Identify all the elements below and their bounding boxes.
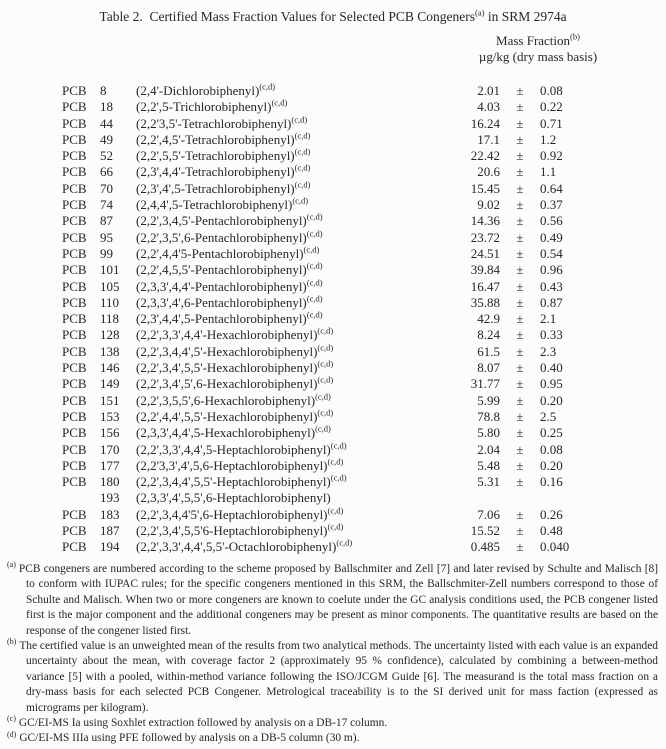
pcb-label: PCB — [62, 83, 87, 98]
uncertainty-value: 0.96 — [540, 262, 563, 278]
uncertainty-value: 0.40 — [540, 360, 563, 376]
congener-name — [136, 393, 432, 409]
uncertainty-value — [540, 490, 610, 506]
congener-number: 153 — [100, 408, 120, 424]
footnote-text: PCB congeners are numbered according to the scheme proposed by Ballschmiter and Zell [7] and later revised by Schulte and Malisch [8] to conform with IUPAC rules; for the specific congeners mentioned in this SRM, the Ballschmiter-Zell numbers correspond to those of Schulte and Malisch. When two or more congeners are known to coelute under the GC analysis conditions used, the PCB congener listed first is the major component and the additional congeners may be present as minor components. The quantitative results are based on the response of the congener listed first. — [18, 563, 658, 637]
congener-name — [136, 181, 432, 197]
congener-number: 66 — [100, 164, 113, 180]
footnote-marker: (d) — [7, 729, 17, 739]
uncertainty-value: 1.2 — [540, 131, 557, 147]
congener-number: 44 — [100, 115, 113, 131]
table-title-tail: in SRM 2974a — [484, 9, 567, 24]
congener-number: 52 — [100, 148, 113, 164]
congener-name — [136, 213, 432, 229]
congener-number: 95 — [100, 229, 113, 245]
congener-number: 101 — [100, 262, 120, 278]
uncertainty-value: 0.16 — [540, 474, 563, 490]
pcb-label: PCB — [62, 457, 87, 473]
congener-name — [136, 279, 432, 295]
table-row — [0, 230, 666, 246]
congener-name — [136, 148, 432, 164]
table-row — [0, 148, 666, 164]
pcb-label: PCB — [62, 539, 87, 555]
mass-fraction-value: 5.48 — [477, 457, 500, 473]
mass-fraction-value: 61.5 — [477, 343, 500, 359]
uncertainty-value: 0.08 — [540, 83, 563, 98]
table-row — [0, 311, 666, 327]
congener-name-text: (2,2',3,3',4,4',5-Heptachlorobiphenyl) — [136, 441, 331, 457]
plus-minus-sign: ± — [516, 441, 524, 457]
congener-number: 118 — [100, 311, 120, 327]
table-row — [0, 197, 666, 213]
table-row — [0, 425, 666, 441]
congener-footnote-marker: (c,d) — [306, 293, 323, 304]
table-row — [0, 181, 666, 197]
plus-minus-sign: ± — [516, 392, 524, 408]
footnote-text: The certified value is an unweighted mean of the results from two analytical methods. The uncertainty listed with each value is an expanded uncertainty about the mean, with coverage factor 2 (approximately 95 % confidence), calculated by combining a between-method variance [5] with a pooled, within-method variance following the ISO/JCGM Guide [6]. The measurand is the total mass fraction on a dry-mass basis for each selected PCB Congener. Metrological traceability is to the SI derived unit for mass faction (expressed as micrograms per kilogram). — [19, 640, 658, 714]
congener-number: 138 — [100, 343, 120, 359]
congener-name — [136, 295, 432, 311]
mass-fraction-header-units: µg/kg (dry mass basis) — [478, 48, 598, 64]
congener-footnote-marker: (c,d) — [317, 407, 334, 418]
congener-number: 170 — [100, 441, 120, 457]
uncertainty-value: 0.43 — [540, 278, 563, 294]
plus-minus-sign: ± — [516, 408, 524, 424]
congener-name-text: (2,3,3',4,4'-Pentachlorobiphenyl) — [136, 278, 307, 294]
pcb-label: PCB — [62, 164, 87, 180]
pcb-label: PCB — [62, 327, 87, 343]
mass-fraction-value: 14.36 — [470, 213, 500, 229]
pcb-label: PCB — [62, 245, 87, 261]
footnote-text: GC/EI-MS Ia using Soxhlet extraction followed by analysis on a DB-17 column. — [18, 717, 388, 730]
congener-name-text: (2,4,4',5-Tetrachlorobiphenyl) — [136, 197, 293, 213]
congener-name — [136, 442, 432, 458]
table-row — [0, 164, 666, 180]
congener-footnote-marker: (c,d) — [336, 537, 353, 548]
congener-number: 105 — [100, 278, 120, 294]
plus-minus-sign: ± — [516, 376, 524, 392]
congener-footnote-marker: (c,d) — [291, 114, 308, 125]
plus-minus-sign: ± — [516, 197, 524, 213]
pcb-label: PCB — [62, 523, 87, 539]
pcb-label: PCB — [62, 197, 87, 213]
congener-footnote-marker: (c,d) — [315, 423, 331, 434]
table-row — [0, 523, 666, 539]
plus-minus-sign: ± — [516, 457, 524, 473]
congener-name-text: (2,2',3,4,4',5,5'-Heptachlorobiphenyl) — [136, 474, 331, 490]
congener-name-text: (2,2',3,4',5,5'-Hexachlorobiphenyl) — [136, 360, 318, 376]
uncertainty-value: 0.87 — [540, 294, 563, 310]
congener-name — [136, 327, 432, 343]
congener-name-text: (2,2',4,5'-Tetrachlorobiphenyl) — [136, 131, 295, 147]
congener-name-text: (2,2',3,4,4'5',6-Heptachlorobiphenyl) — [136, 506, 328, 522]
table-title-footnote-marker: (a) — [475, 7, 485, 18]
table-row — [0, 507, 666, 523]
congener-number: 70 — [100, 180, 113, 196]
congener-name — [136, 197, 432, 213]
mass-fraction-value: 2.04 — [477, 441, 500, 457]
congener-name-text: (2,2',5-Trichlorobiphenyl) — [136, 99, 272, 115]
congener-number: 151 — [100, 392, 120, 408]
plus-minus-sign: ± — [516, 229, 524, 245]
congener-number: 74 — [100, 197, 113, 213]
plus-minus-sign: ± — [516, 164, 524, 180]
mass-fraction-value: 5.31 — [477, 474, 500, 490]
uncertainty-value: 0.95 — [540, 376, 563, 392]
congener-name-text: (2,3,3',4,4',5-Hexachlorobiphenyl) — [136, 425, 316, 441]
congener-name-text: (2,2',3,4,5'-Pentachlorobiphenyl) — [136, 213, 307, 229]
table-row — [0, 262, 666, 278]
congener-name-text: (2,2',3,4',5,5'6-Heptachlorobiphenyl) — [136, 523, 328, 539]
mass-fraction-value: 17.1 — [477, 131, 500, 147]
congener-number: 156 — [100, 425, 120, 441]
plus-minus-sign: ± — [516, 506, 524, 522]
congener-number: 149 — [100, 376, 120, 392]
congener-name — [136, 83, 432, 99]
pcb-label: PCB — [62, 376, 87, 392]
congener-name-text: (2,3,3',4',5,5',6-Heptachlorobiphenyl) — [136, 490, 331, 506]
pcb-label: PCB — [62, 180, 87, 196]
mass-fraction-value: 8.24 — [477, 327, 500, 343]
plus-minus-sign: ± — [516, 180, 524, 196]
table-row — [0, 490, 666, 506]
mass-fraction-value: 8.07 — [477, 360, 500, 376]
congener-footnote-marker: (c,d) — [306, 277, 323, 288]
congener-footnote-marker: (c,d) — [306, 260, 323, 271]
uncertainty-value: 0.22 — [540, 99, 563, 115]
plus-minus-sign: ± — [516, 474, 524, 490]
congener-footnote-marker: (c,d) — [330, 440, 347, 451]
mass-fraction-value: 16.47 — [470, 278, 500, 294]
uncertainty-value: 0.71 — [540, 115, 563, 131]
uncertainty-value: 0.54 — [540, 245, 563, 261]
congener-name-text: (2,2',5,5'-Tetrachlorobiphenyl) — [136, 148, 295, 164]
mass-fraction-value: 24.51 — [470, 245, 500, 261]
uncertainty-value: 2.3 — [540, 343, 557, 359]
congener-name — [136, 523, 432, 539]
mass-fraction-value: 22.42 — [470, 148, 500, 164]
uncertainty-value: 0.64 — [540, 180, 563, 196]
mass-fraction-value: 23.72 — [470, 229, 500, 245]
table-row — [0, 360, 666, 376]
table-row — [0, 213, 666, 229]
table-row — [0, 458, 666, 474]
pcb-label: PCB — [62, 311, 87, 327]
plus-minus-sign: ± — [516, 131, 524, 147]
table-row — [0, 116, 666, 132]
mass-fraction-value: 15.45 — [470, 180, 500, 196]
mass-fraction-value: 5.80 — [477, 425, 500, 441]
congener-footnote-marker: (c,d) — [317, 358, 334, 369]
table-row — [0, 393, 666, 409]
congener-name — [136, 458, 432, 474]
plus-minus-sign: ± — [516, 539, 524, 555]
pcb-label: PCB — [62, 474, 87, 490]
pcb-label: PCB — [62, 131, 87, 147]
congener-name — [136, 116, 432, 132]
mass-fraction-value: 16.24 — [470, 115, 500, 131]
uncertainty-value: 0.26 — [540, 506, 563, 522]
plus-minus-sign: ± — [516, 523, 524, 539]
congener-name-text: (2,2'3,5'-Tetrachlorobiphenyl) — [136, 115, 292, 131]
congener-name — [136, 262, 432, 278]
uncertainty-value: 0.92 — [540, 148, 563, 164]
congener-name — [136, 507, 432, 523]
mass-fraction-value: 39.84 — [470, 262, 500, 278]
congener-name-text: (2,4'-Dichlorobiphenyl) — [136, 83, 260, 98]
congener-name — [136, 164, 432, 180]
uncertainty-value: 0.25 — [540, 425, 563, 441]
congener-number: 194 — [100, 539, 120, 555]
pcb-label: PCB — [62, 408, 87, 424]
congener-name — [136, 311, 432, 327]
plus-minus-sign: ± — [516, 278, 524, 294]
mass-fraction-value: 2.01 — [477, 83, 500, 98]
congener-name-text: (2,2',4,5,5'-Pentachlorobiphenyl) — [136, 262, 307, 278]
congener-table — [0, 83, 666, 556]
congener-number: 49 — [100, 131, 113, 147]
mass-fraction-value: 4.03 — [477, 99, 500, 115]
congener-name — [136, 425, 432, 441]
uncertainty-value: 0.33 — [540, 327, 563, 343]
congener-footnote-marker: (c,d) — [259, 81, 276, 92]
uncertainty-value: 1.1 — [540, 164, 557, 180]
plus-minus-sign: ± — [516, 213, 524, 229]
congener-number: 8 — [100, 83, 107, 98]
congener-footnote-marker: (c,d) — [294, 163, 311, 174]
congener-name — [136, 376, 432, 392]
congener-name-text: (2,2',3,5',6-Pentachlorobiphenyl) — [136, 229, 307, 245]
mass-fraction-value: 0.485 — [470, 539, 500, 555]
uncertainty-value: 0.20 — [540, 457, 563, 473]
plus-minus-sign: ± — [516, 327, 524, 343]
table-row — [0, 279, 666, 295]
uncertainty-value: 0.08 — [540, 441, 563, 457]
table-row — [0, 327, 666, 343]
pcb-label: PCB — [62, 148, 87, 164]
plus-minus-sign: ± — [516, 83, 524, 98]
uncertainty-value: 0.56 — [540, 213, 563, 229]
congener-number: 180 — [100, 474, 120, 490]
congener-number: 99 — [100, 245, 113, 261]
congener-footnote-marker: (c,d) — [330, 472, 347, 483]
table-row — [0, 132, 666, 148]
mass-fraction-value: 7.06 — [477, 506, 500, 522]
congener-footnote-marker: (c,d) — [306, 309, 323, 320]
mass-fraction-value: 15.52 — [470, 523, 500, 539]
pcb-label: PCB — [62, 99, 87, 115]
congener-name-text: (2,3',4,4'-Tetrachlorobiphenyl) — [136, 164, 295, 180]
congener-name-text: (2,2',3,3',4,4',5,5'-Octachlorobiphenyl) — [136, 539, 337, 555]
pcb-label: PCB — [62, 392, 87, 408]
mass-fraction-value — [432, 490, 500, 506]
mass-fraction-value: 78.8 — [477, 408, 500, 424]
congener-number: 18 — [100, 99, 113, 115]
congener-name-text: (2,2',3,3',4,4'-Hexachlorobiphenyl) — [136, 327, 318, 343]
mass-fraction-header-text: Mass Fraction — [496, 33, 571, 48]
pcb-label: PCB — [62, 213, 87, 229]
congener-name — [136, 409, 432, 425]
mass-fraction-footnote-marker: (b) — [570, 31, 580, 42]
plus-minus-sign: ± — [516, 115, 524, 131]
footnote-marker: (b) — [7, 637, 17, 647]
congener-name-text: (2,2',3,5,5',6-Hexachlorobiphenyl) — [136, 392, 316, 408]
footnote — [7, 731, 658, 746]
mass-fraction-value: 31.77 — [470, 376, 500, 392]
footnote — [7, 716, 658, 731]
congener-name — [136, 246, 432, 262]
congener-name-text: (2,2',4,4',5,5'-Hexachlorobiphenyl) — [136, 408, 318, 424]
congener-name-text: (2,2',4,4'5-Pentachlorobiphenyl) — [136, 245, 304, 261]
pcb-label: PCB — [62, 343, 87, 359]
congener-number: 177 — [100, 457, 120, 473]
pcb-label: PCB — [62, 425, 87, 441]
congener-footnote-marker: (c,d) — [294, 130, 311, 141]
uncertainty-value: 2.5 — [540, 408, 557, 424]
congener-name — [136, 539, 432, 555]
pcb-label: PCB — [62, 115, 87, 131]
pcb-label: PCB — [62, 506, 87, 522]
table-title — [0, 9, 666, 25]
congener-footnote-marker: (c,d) — [327, 521, 344, 532]
table-row — [0, 442, 666, 458]
congener-name-text: (2,3,3',4',6-Pentachlorobiphenyl) — [136, 294, 307, 310]
footnote-marker: (a) — [7, 560, 16, 570]
pcb-label: PCB — [62, 229, 87, 245]
uncertainty-value: 0.49 — [540, 229, 563, 245]
table-row — [0, 474, 666, 490]
congener-footnote-marker: (c,d) — [303, 244, 320, 255]
mass-fraction-header-line1 — [420, 33, 656, 49]
plus-minus-sign: ± — [516, 343, 524, 359]
congener-number: 193 — [100, 490, 120, 506]
table-row — [0, 246, 666, 262]
mass-fraction-value: 35.88 — [470, 294, 500, 310]
table-row — [0, 376, 666, 392]
mass-fraction-column-header — [420, 33, 656, 64]
congener-footnote-marker: (c,d) — [292, 195, 309, 206]
pcb-label — [62, 490, 100, 506]
congener-number: 110 — [100, 294, 120, 310]
table-row — [0, 83, 666, 99]
congener-name — [136, 99, 432, 115]
uncertainty-value: 0.20 — [540, 392, 563, 408]
congener-name — [136, 490, 432, 506]
congener-number: 146 — [100, 360, 120, 376]
footnote-text: GC/EI-MS IIIa using PFE followed by analysis on a DB-5 column (30 m). — [19, 732, 360, 745]
congener-name — [136, 360, 432, 376]
mass-fraction-value: 5.99 — [477, 392, 500, 408]
congener-number: 87 — [100, 213, 113, 229]
table-title-text: Table 2. Certified Mass Fraction Values for Selected PCB Congeners — [99, 9, 476, 24]
table-row — [0, 295, 666, 311]
congener-footnote-marker: (c,d) — [315, 391, 331, 402]
plus-minus-sign: ± — [516, 425, 524, 441]
congener-name — [136, 132, 432, 148]
footnote — [7, 562, 658, 639]
congener-name-text: (2,2',3,4,4',5'-Hexachlorobiphenyl) — [136, 343, 318, 359]
pcb-label: PCB — [62, 262, 87, 278]
table-row — [0, 409, 666, 425]
congener-footnote-marker: (c,d) — [317, 342, 334, 353]
plus-minus-sign: ± — [516, 245, 524, 261]
congener-name — [136, 344, 432, 360]
uncertainty-value: 2.1 — [540, 311, 557, 327]
pcb-label: PCB — [62, 278, 87, 294]
congener-name-text: (2,2',3,4',5',6-Hexachlorobiphenyl) — [136, 376, 318, 392]
congener-footnote-marker: (c,d) — [317, 375, 334, 386]
table-row — [0, 539, 666, 555]
congener-footnote-marker: (c,d) — [306, 212, 323, 223]
footnote — [7, 639, 658, 716]
uncertainty-value: 0.040 — [540, 539, 570, 555]
pcb-label: PCB — [62, 294, 87, 310]
mass-fraction-value: 42.9 — [477, 311, 500, 327]
congener-footnote-marker: (c,d) — [294, 146, 311, 157]
plus-minus-sign: ± — [516, 311, 524, 327]
congener-name-text: (2,2'3,3',4',5,6-Heptachlorobiphenyl) — [136, 457, 328, 473]
congener-number: 128 — [100, 327, 120, 343]
congener-footnote-marker: (c,d) — [327, 505, 344, 516]
pcb-label: PCB — [62, 441, 87, 457]
uncertainty-value: 0.37 — [540, 197, 563, 213]
plus-minus-sign: ± — [516, 360, 524, 376]
footnotes-section — [7, 562, 658, 747]
plus-minus-sign: ± — [516, 262, 524, 278]
congener-number: 187 — [100, 523, 120, 539]
congener-number: 183 — [100, 506, 120, 522]
mass-fraction-value: 9.02 — [477, 197, 500, 213]
table-row — [0, 99, 666, 115]
congener-footnote-marker: (c,d) — [271, 97, 288, 108]
plus-minus-sign: ± — [516, 99, 524, 115]
congener-name — [136, 230, 432, 246]
table-row — [0, 344, 666, 360]
plus-minus-sign: ± — [516, 294, 524, 310]
mass-fraction-value: 20.6 — [477, 164, 500, 180]
uncertainty-value: 0.48 — [540, 523, 563, 539]
congener-footnote-marker: (c,d) — [294, 179, 311, 190]
congener-footnote-marker: (c,d) — [327, 456, 344, 467]
footnote-marker: (c) — [7, 714, 16, 724]
congener-footnote-marker: (c,d) — [317, 326, 334, 337]
congener-name — [136, 474, 432, 490]
congener-name-text: (2,3',4',5-Tetrachlorobiphenyl) — [136, 180, 295, 196]
plus-minus-sign: ± — [516, 148, 524, 164]
pcb-label: PCB — [62, 360, 87, 376]
congener-footnote-marker: (c,d) — [306, 228, 323, 239]
congener-name-text: (2,3',4,4',5-Pentachlorobiphenyl) — [136, 311, 307, 327]
plus-minus-sign — [500, 490, 540, 506]
